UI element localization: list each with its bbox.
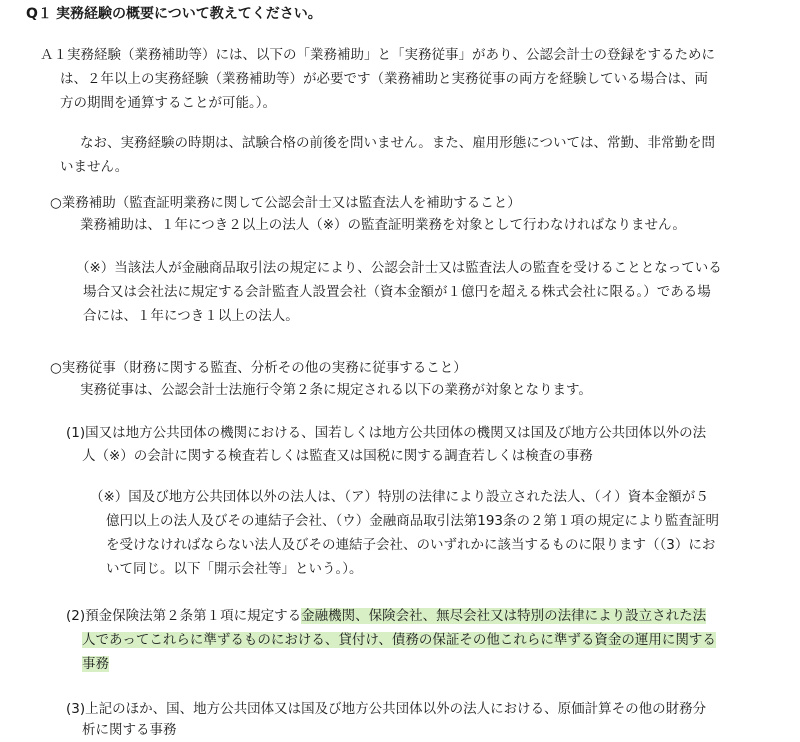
item-3-cont <box>82 718 776 742</box>
answer-continuation <box>60 67 775 115</box>
item-1-note-line-4: いて同じ。以下「開示会社等」という。）。 <box>106 561 363 577</box>
answer-note-line-1: なお、実務経験の時期は、試験合格の前後を問いません。また、雇用形態については、常勤、非常勤を問 <box>80 135 716 151</box>
section-jumu-body: 実務従事は、公認会計士法施行令第２条に規定される以下の業務が対象となります。 <box>80 382 592 398</box>
item-2-line-1-highlight: 金融機関、保険会社、無尽会社又は特別の法律により設立された法 <box>301 608 707 624</box>
item-1-line-2: 人（※）の会計に関する検査若しくは監査又は国税に関する調査若しくは検査の事務 <box>82 448 593 464</box>
section-hojo-note-line-1: （※）当該法人が金融商品取引法の規定により、公認会計士又は監査法人の監査を受けることとなっている <box>76 260 722 276</box>
answer-line-2: は、２年以上の実務経験（業務補助等）が必要です（業務補助と実務従事の両方を経験している場合は、両 <box>60 71 708 87</box>
section-hojo-note-line-2: 場合又は会社法に規定する会計監査人設置会社（資本金額が１億円を超える株式会社に限る。）である場 <box>83 284 711 300</box>
answer-line-3: 方の期間を通算することが可能。）。 <box>60 95 276 111</box>
section-hojo-note-line-3: 合には、１年につき１以上の法人。 <box>83 308 299 324</box>
item-2 <box>66 604 776 628</box>
item-2-cont <box>82 628 782 676</box>
answer-note-cont <box>60 155 760 179</box>
item-1-note-cont <box>106 509 776 581</box>
item-1-note-line-2: 億円以上の法人及びその連結子会社、（ウ）金融商品取引法第193条の２第１項の規定により監査証明 <box>106 513 720 529</box>
question-number: Q１ <box>26 6 52 22</box>
answer-note <box>80 131 780 155</box>
section-hojo-note <box>76 256 776 280</box>
item-1-cont <box>82 444 776 468</box>
item-3-line-1: (3)上記のほか、国、地方公共団体又は国及び地方公共団体以外の法人における、原価計算その他の財務分 <box>66 701 707 717</box>
question-title: 実務経験の概要について教えてください。 <box>56 6 322 22</box>
item-1-line-1: (1)国又は地方公共団体の機関における、国若しくは地方公共団体の機関又は国及び地方公共団体以外の法 <box>66 425 707 441</box>
item-1-note <box>90 485 780 509</box>
section-hojo-note-cont <box>83 280 773 328</box>
answer-note-line-2: いません。 <box>60 159 129 175</box>
answer-line-1: Ａ１実務経験（業務補助等）には、以下の「業務補助」と「実務従事」があり、公認会計士の登録をするために <box>40 47 715 63</box>
section-hojo-body: 業務補助は、１年につき２以上の法人（※）の監査証明業務を対象として行わなければなりません。 <box>80 217 686 233</box>
item-1 <box>66 421 776 445</box>
section-hojo-heading: ○業務補助（監査証明業務に関して公認会計士又は監査法人を補助すること） <box>50 195 521 211</box>
item-2-line-2-highlight: 人であってこれらに準ずるものにおける、貸付け、債務の保証その他これらに準ずる資金の運用に関する <box>82 632 716 648</box>
item-2-line-3-highlight: 事務 <box>82 656 109 672</box>
item-2-line-1-plain: (2)預金保険法第２条第１項に規定する <box>66 608 302 624</box>
item-3-line-2: 析に関する事務 <box>82 722 177 738</box>
question-heading <box>26 2 322 26</box>
item-2-line-1 <box>66 604 776 628</box>
section-jumu-heading: ○実務従事（財務に関する監査、分析その他の実務に従事すること） <box>50 360 467 376</box>
item-1-note-line-1: （※）国及び地方公共団体以外の法人は、（ア）特別の法律により設立された法人、（イ）資本金額が５ <box>90 489 709 505</box>
item-1-note-line-3: を受けなければならない法人及びその連結子会社、のいずれかに該当するものに限ります（（3）にお <box>106 537 716 553</box>
